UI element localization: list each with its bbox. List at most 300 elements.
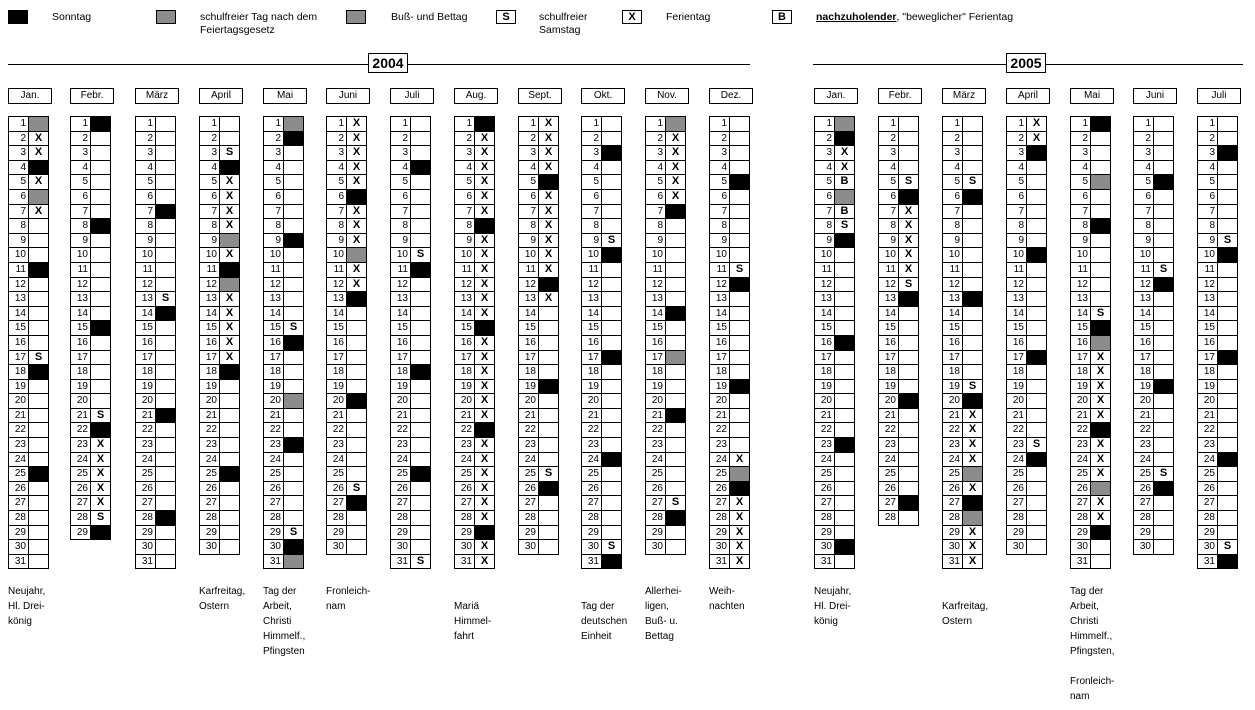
day-row — [9, 146, 49, 161]
day-mark: S — [539, 467, 559, 481]
day-number: 12 — [879, 278, 899, 292]
day-number: 28 — [9, 511, 29, 525]
day-number: 30 — [1071, 540, 1091, 554]
day-mark — [1218, 263, 1238, 277]
day-mark: X — [475, 190, 495, 204]
day-row — [943, 409, 983, 424]
day-mark — [91, 321, 111, 335]
month-grid — [581, 116, 622, 569]
day-mark — [1154, 394, 1174, 408]
day-number: 25 — [391, 467, 411, 481]
day-row — [582, 307, 622, 322]
day-row — [200, 321, 240, 336]
day-number: 22 — [815, 423, 835, 437]
day-mark: X — [539, 263, 559, 277]
day-mark: X — [475, 453, 495, 467]
day-number: 30 — [710, 540, 730, 554]
day-mark — [1218, 482, 1238, 496]
day-number: 21 — [1007, 409, 1027, 423]
day-number: 10 — [455, 248, 475, 262]
day-row — [815, 496, 855, 511]
day-row — [646, 117, 686, 132]
day-row — [136, 263, 176, 278]
day-row — [391, 132, 431, 147]
day-mark: X — [475, 292, 495, 306]
day-number: 29 — [200, 526, 220, 540]
day-number: 11 — [943, 263, 963, 277]
day-mark: X — [963, 453, 983, 467]
day-row — [1007, 467, 1047, 482]
day-row — [943, 423, 983, 438]
day-mark — [91, 146, 111, 160]
day-row — [136, 190, 176, 205]
day-mark — [411, 219, 431, 233]
day-mark — [29, 526, 49, 540]
day-row — [710, 190, 750, 205]
day-mark — [730, 175, 750, 189]
day-mark — [29, 336, 49, 350]
day-mark: S — [1091, 307, 1111, 321]
day-mark — [347, 336, 367, 350]
day-row — [1198, 234, 1238, 249]
day-row — [582, 190, 622, 205]
day-mark — [284, 467, 304, 481]
day-mark: X — [475, 351, 495, 365]
day-mark — [284, 336, 304, 350]
day-row — [455, 278, 495, 293]
day-number: 27 — [815, 496, 835, 510]
day-row — [1007, 117, 1047, 132]
day-mark: X — [539, 205, 559, 219]
day-row — [646, 409, 686, 424]
day-mark: S — [963, 175, 983, 189]
day-number: 31 — [710, 555, 730, 569]
day-mark — [220, 453, 240, 467]
day-row — [1071, 248, 1111, 263]
day-number: 25 — [71, 467, 91, 481]
day-row — [1071, 511, 1111, 526]
day-number: 6 — [1007, 190, 1027, 204]
day-row — [519, 482, 559, 497]
day-number: 1 — [455, 117, 475, 131]
day-row — [327, 438, 367, 453]
day-mark — [1154, 336, 1174, 350]
day-row — [879, 438, 919, 453]
day-row — [455, 555, 495, 570]
day-row — [455, 248, 495, 263]
day-mark — [666, 278, 686, 292]
day-mark — [835, 555, 855, 569]
day-mark — [284, 175, 304, 189]
day-mark — [91, 161, 111, 175]
day-number: 11 — [136, 263, 156, 277]
day-mark — [220, 380, 240, 394]
day-row — [519, 132, 559, 147]
day-row — [136, 278, 176, 293]
day-row — [136, 423, 176, 438]
day-row — [519, 307, 559, 322]
day-row — [1071, 438, 1111, 453]
day-row — [710, 278, 750, 293]
day-number: 30 — [264, 540, 284, 554]
day-row — [519, 438, 559, 453]
day-number: 17 — [943, 351, 963, 365]
day-mark — [156, 511, 176, 525]
day-row — [815, 263, 855, 278]
day-number: 1 — [1134, 117, 1154, 131]
day-mark — [539, 496, 559, 510]
day-mark: X — [220, 175, 240, 189]
day-number: 24 — [1134, 453, 1154, 467]
day-row — [1134, 190, 1174, 205]
day-mark — [666, 482, 686, 496]
day-row — [646, 219, 686, 234]
day-row — [136, 482, 176, 497]
day-mark — [91, 132, 111, 146]
day-row — [1007, 190, 1047, 205]
day-number: 17 — [136, 351, 156, 365]
day-row — [879, 161, 919, 176]
day-mark — [602, 248, 622, 262]
day-number: 9 — [815, 234, 835, 248]
day-mark — [1154, 365, 1174, 379]
day-number: 8 — [879, 219, 899, 233]
day-row — [9, 132, 49, 147]
day-row — [1071, 292, 1111, 307]
day-number: 8 — [71, 219, 91, 233]
day-number: 29 — [1007, 526, 1027, 540]
day-mark: X — [475, 248, 495, 262]
day-number: 12 — [1071, 278, 1091, 292]
day-number: 26 — [1007, 482, 1027, 496]
day-number: 7 — [646, 205, 666, 219]
day-number: 13 — [200, 292, 220, 306]
day-number: 20 — [136, 394, 156, 408]
day-row — [582, 321, 622, 336]
day-number: 3 — [455, 146, 475, 160]
day-number: 26 — [455, 482, 475, 496]
day-number: 31 — [391, 555, 411, 569]
day-mark — [29, 278, 49, 292]
day-row — [391, 292, 431, 307]
day-row — [71, 278, 111, 293]
day-number: 9 — [136, 234, 156, 248]
day-mark — [963, 292, 983, 306]
day-mark — [29, 496, 49, 510]
day-number: 30 — [582, 540, 602, 554]
month-grid — [199, 116, 240, 555]
day-mark — [602, 351, 622, 365]
day-mark — [539, 453, 559, 467]
day-number: 3 — [391, 146, 411, 160]
day-mark — [284, 263, 304, 277]
day-row — [9, 380, 49, 395]
day-mark — [1154, 526, 1174, 540]
day-mark — [963, 496, 983, 510]
day-mark: X — [730, 496, 750, 510]
day-mark — [963, 336, 983, 350]
day-number: 20 — [391, 394, 411, 408]
day-number: 11 — [710, 263, 730, 277]
day-number: 28 — [455, 511, 475, 525]
day-mark — [899, 307, 919, 321]
day-number: 17 — [455, 351, 475, 365]
day-number: 23 — [327, 438, 347, 452]
day-number: 18 — [1198, 365, 1218, 379]
day-number: 19 — [1071, 380, 1091, 394]
day-number: 2 — [1071, 132, 1091, 146]
day-mark — [411, 234, 431, 248]
day-number: 7 — [1007, 205, 1027, 219]
day-number: 26 — [391, 482, 411, 496]
day-row — [9, 365, 49, 380]
day-number: 2 — [71, 132, 91, 146]
day-number: 26 — [519, 482, 539, 496]
day-number: 13 — [1198, 292, 1218, 306]
day-mark — [284, 511, 304, 525]
day-number: 5 — [1071, 175, 1091, 189]
day-row — [1134, 438, 1174, 453]
day-mark — [730, 117, 750, 131]
day-row — [582, 438, 622, 453]
day-number: 9 — [879, 234, 899, 248]
day-number: 22 — [1198, 423, 1218, 437]
day-number: 10 — [136, 248, 156, 262]
day-number: 17 — [1198, 351, 1218, 365]
day-number: 4 — [264, 161, 284, 175]
day-mark — [156, 365, 176, 379]
day-row — [1071, 263, 1111, 278]
day-mark — [29, 117, 49, 131]
day-mark: X — [835, 146, 855, 160]
day-mark — [1091, 278, 1111, 292]
day-mark — [1091, 219, 1111, 233]
day-row — [943, 307, 983, 322]
day-number: 22 — [455, 423, 475, 437]
day-mark — [284, 292, 304, 306]
day-row — [9, 438, 49, 453]
day-mark — [1154, 511, 1174, 525]
day-number: 4 — [327, 161, 347, 175]
day-mark: B — [835, 205, 855, 219]
day-row — [646, 161, 686, 176]
day-row — [1198, 248, 1238, 263]
day-row — [879, 511, 919, 526]
day-mark — [1027, 190, 1047, 204]
day-mark: X — [475, 496, 495, 510]
day-mark — [411, 423, 431, 437]
day-row — [815, 248, 855, 263]
day-row — [879, 117, 919, 132]
day-row — [200, 263, 240, 278]
day-mark: X — [899, 205, 919, 219]
day-number: 24 — [1007, 453, 1027, 467]
day-mark — [156, 205, 176, 219]
day-row — [1134, 380, 1174, 395]
day-number: 31 — [943, 555, 963, 569]
day-number: 11 — [9, 263, 29, 277]
day-mark — [156, 409, 176, 423]
day-row — [391, 365, 431, 380]
day-mark — [602, 496, 622, 510]
day-mark — [602, 132, 622, 146]
month-header: Febr. — [878, 88, 922, 104]
day-mark — [835, 467, 855, 481]
day-row — [1071, 409, 1111, 424]
day-row — [136, 307, 176, 322]
day-row — [879, 175, 919, 190]
day-row — [1007, 219, 1047, 234]
day-number: 12 — [710, 278, 730, 292]
day-number: 10 — [1134, 248, 1154, 262]
day-number: 16 — [1198, 336, 1218, 350]
day-mark — [29, 467, 49, 481]
day-number: 12 — [1134, 278, 1154, 292]
day-row — [1007, 336, 1047, 351]
day-mark — [411, 292, 431, 306]
day-mark — [1027, 526, 1047, 540]
day-row — [264, 467, 304, 482]
day-mark — [347, 467, 367, 481]
day-row — [71, 117, 111, 132]
day-row — [200, 117, 240, 132]
day-number: 29 — [136, 526, 156, 540]
month-note: Mariä Himmel- fahrt — [454, 601, 492, 642]
day-row — [455, 453, 495, 468]
day-number: 5 — [327, 175, 347, 189]
day-number: 10 — [391, 248, 411, 262]
day-number: 6 — [9, 190, 29, 204]
day-row — [1198, 555, 1238, 570]
day-mark — [1154, 132, 1174, 146]
day-number: 12 — [136, 278, 156, 292]
month-note: Fronleich- nam — [326, 586, 371, 612]
day-number: 8 — [200, 219, 220, 233]
day-row — [815, 511, 855, 526]
day-row — [1198, 409, 1238, 424]
day-mark — [602, 175, 622, 189]
day-row — [519, 526, 559, 541]
day-mark: S — [91, 409, 111, 423]
day-row — [1007, 496, 1047, 511]
day-row — [1134, 409, 1174, 424]
day-number: 13 — [136, 292, 156, 306]
day-mark — [1154, 190, 1174, 204]
day-number: 4 — [391, 161, 411, 175]
day-mark — [220, 540, 240, 554]
day-mark — [730, 467, 750, 481]
day-mark — [1027, 351, 1047, 365]
day-row — [646, 278, 686, 293]
day-mark: X — [475, 482, 495, 496]
day-mark — [91, 336, 111, 350]
day-row — [582, 175, 622, 190]
day-number: 4 — [136, 161, 156, 175]
day-mark — [835, 336, 855, 350]
day-row — [264, 423, 304, 438]
day-mark — [1027, 365, 1047, 379]
day-number: 10 — [710, 248, 730, 262]
day-number: 7 — [519, 205, 539, 219]
day-row — [646, 438, 686, 453]
day-row — [582, 263, 622, 278]
day-number: 17 — [264, 351, 284, 365]
day-row — [136, 438, 176, 453]
day-number: 22 — [327, 423, 347, 437]
day-mark — [29, 380, 49, 394]
day-number: 26 — [71, 482, 91, 496]
day-mark: X — [220, 336, 240, 350]
day-mark — [899, 336, 919, 350]
day-mark: X — [475, 278, 495, 292]
day-number: 7 — [1071, 205, 1091, 219]
day-mark — [835, 540, 855, 554]
day-number: 6 — [1071, 190, 1091, 204]
day-number: 30 — [815, 540, 835, 554]
day-mark: X — [347, 263, 367, 277]
day-row — [1198, 423, 1238, 438]
day-mark — [1027, 278, 1047, 292]
day-row — [136, 496, 176, 511]
day-row — [1007, 146, 1047, 161]
day-number: 21 — [9, 409, 29, 423]
day-number: 22 — [646, 423, 666, 437]
day-number: 25 — [582, 467, 602, 481]
day-mark — [539, 423, 559, 437]
day-row — [1198, 292, 1238, 307]
day-number: 30 — [1134, 540, 1154, 554]
day-number: 23 — [264, 438, 284, 452]
day-number: 3 — [136, 146, 156, 160]
day-row — [71, 205, 111, 220]
day-mark — [91, 351, 111, 365]
day-row — [327, 190, 367, 205]
day-number: 5 — [9, 175, 29, 189]
day-mark: X — [899, 219, 919, 233]
day-mark — [1218, 351, 1238, 365]
day-mark — [91, 175, 111, 189]
day-row — [582, 146, 622, 161]
day-mark: X — [666, 190, 686, 204]
month-note: Neujahr, Hl. Drei- könig — [8, 586, 46, 627]
day-mark — [835, 438, 855, 452]
day-number: 17 — [879, 351, 899, 365]
day-mark — [539, 380, 559, 394]
day-row — [455, 292, 495, 307]
day-row — [9, 394, 49, 409]
day-row — [264, 190, 304, 205]
day-row — [519, 321, 559, 336]
day-number: 21 — [943, 409, 963, 423]
day-row — [200, 511, 240, 526]
day-row — [943, 248, 983, 263]
day-row — [646, 190, 686, 205]
day-row — [815, 190, 855, 205]
day-mark — [220, 365, 240, 379]
day-mark — [1091, 321, 1111, 335]
day-mark — [899, 482, 919, 496]
day-mark: X — [475, 307, 495, 321]
day-row — [815, 146, 855, 161]
day-row — [391, 526, 431, 541]
day-row — [1071, 190, 1111, 205]
day-mark — [284, 394, 304, 408]
day-row — [391, 467, 431, 482]
day-row — [264, 453, 304, 468]
day-number: 26 — [264, 482, 284, 496]
day-number: 4 — [1134, 161, 1154, 175]
day-number: 22 — [582, 423, 602, 437]
